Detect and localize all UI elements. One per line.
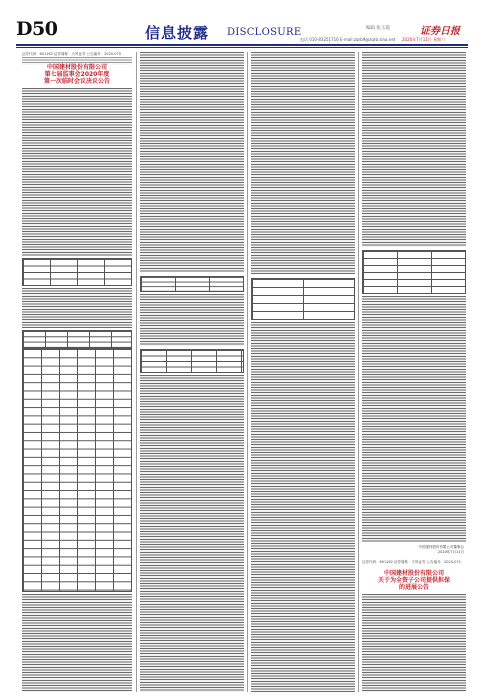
notice-company: 中国建材股份有限公司	[46, 64, 107, 71]
notice-title-block	[362, 570, 466, 591]
article-text-col2-b	[140, 294, 244, 346]
data-table-4	[140, 276, 244, 292]
notice-title-line1: 第七届监事会2020年度	[44, 71, 110, 78]
masthead-logo: 证券日报	[420, 26, 460, 37]
article-text-col1-c	[22, 594, 132, 692]
data-table-2	[22, 330, 132, 348]
signature-block	[362, 545, 464, 555]
notice-title-line2: 第一次临时会议决议公告	[43, 78, 110, 85]
column-divider	[358, 52, 359, 692]
article-text-col1-b	[22, 288, 132, 328]
signature-issuer: 中国建材股份有限公司董事会	[418, 545, 464, 549]
date-line: 2020年7月11日 星期六	[402, 37, 446, 42]
notice-company: 中国建材股份有限公司	[383, 570, 444, 577]
article-text-col4-a	[362, 52, 466, 247]
column-divider	[136, 52, 137, 692]
data-table-1	[22, 258, 132, 286]
header-rule	[16, 44, 468, 46]
data-table-7	[362, 250, 466, 294]
notice-title-line1: 关于为全资子公司提供担保	[377, 577, 450, 584]
article-text-col3-b	[251, 322, 355, 692]
notice-stock-line: 证券代码：601162 证券简称：天风证券 公告编号：2020-071	[362, 560, 461, 564]
page-number: D50	[16, 18, 58, 40]
data-table-5	[140, 349, 244, 373]
article-text-col3-a	[251, 52, 355, 274]
section-title-en: DISCLOSURE	[227, 27, 302, 38]
article-text-col1-a	[22, 88, 132, 256]
signature-date: 2020年7月11日	[437, 550, 464, 554]
editor-line: 编辑 张玉霞	[366, 26, 390, 31]
article-text-col2-c	[140, 375, 244, 692]
column-divider	[247, 52, 248, 692]
header-rule-thin	[16, 47, 468, 48]
notice-stock-line: 证券代码：601162 证券简称：天风证券 公告编号：2020-070	[22, 52, 121, 56]
article-text-col2-a	[140, 52, 244, 272]
article-text-col4-c	[362, 594, 466, 692]
notice-title-line2: 的进展公告	[398, 584, 429, 591]
contact-line: 电话 010-83251716 E-mail:zqrb9@zqrb.sina.net	[300, 37, 396, 42]
data-table-6	[251, 278, 355, 320]
page-header	[0, 0, 484, 44]
data-table-3	[22, 348, 132, 592]
section-title: 信息披露	[145, 24, 210, 42]
article-text-col4-b	[362, 296, 466, 542]
notice-title-block	[22, 64, 132, 85]
